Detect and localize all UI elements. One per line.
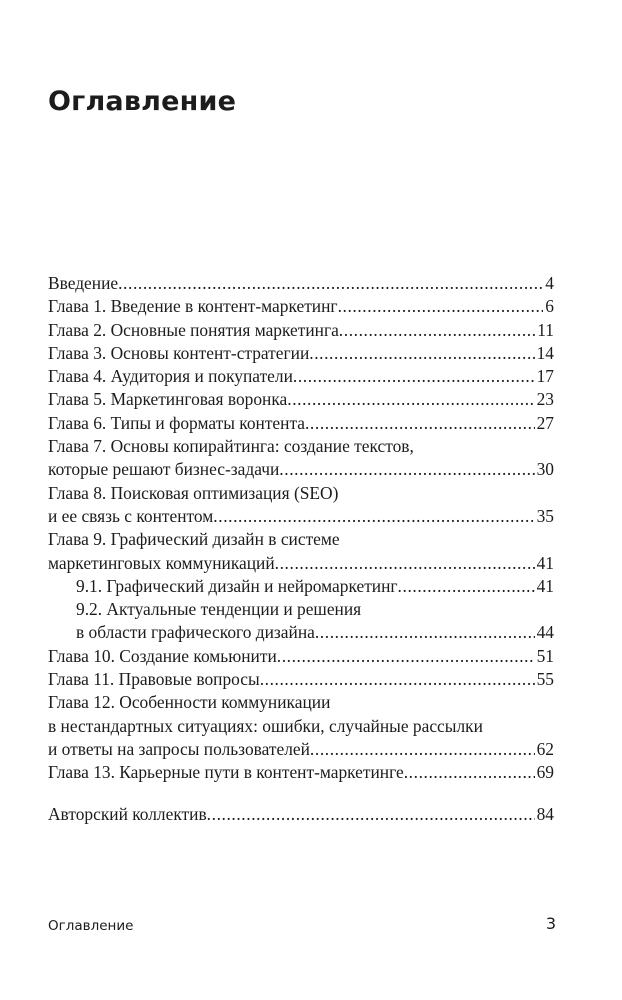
toc-entry-title: Глава 3. Основы контент-стратегии <box>48 342 310 363</box>
toc-entry[interactable] <box>48 482 554 529</box>
toc-entry-title: Глава 5. Маркетинговая воронка <box>48 389 288 410</box>
dot-leader <box>279 458 534 481</box>
dot-leader <box>293 365 535 388</box>
toc-entry[interactable] <box>48 528 554 575</box>
toc-entry-title-line: в нестандартных ситуациях: ошибки, случайные рассылки <box>48 715 483 736</box>
page-title: Оглавление <box>48 86 237 117</box>
toc-entry-title: Глава 6. Типы и форматы контента <box>48 412 305 433</box>
dot-leader <box>309 342 534 365</box>
toc-page-number: 55 <box>536 669 554 690</box>
dot-leader <box>207 803 535 826</box>
toc-entry[interactable] <box>48 761 554 784</box>
toc-entry[interactable] <box>48 295 554 318</box>
toc-entry[interactable] <box>48 412 554 435</box>
dot-leader <box>287 388 534 411</box>
toc-entry[interactable] <box>48 319 554 342</box>
dot-leader <box>339 319 535 342</box>
toc-page-number: 4 <box>545 273 554 293</box>
toc-entry-title: Глава 1. Введение в контент-маркетинг <box>48 296 338 317</box>
dot-leader <box>277 645 535 668</box>
toc-entry[interactable] <box>48 575 554 598</box>
toc-entry[interactable] <box>48 365 554 388</box>
toc-page-number: 41 <box>536 575 554 596</box>
toc-page-number: 14 <box>536 342 554 363</box>
toc-entry[interactable] <box>48 668 554 691</box>
running-footer: Оглавление <box>48 918 134 934</box>
toc-entry[interactable] <box>48 803 554 826</box>
page-number: 3 <box>545 914 556 933</box>
toc-entry[interactable] <box>48 272 554 295</box>
toc-page-number: 11 <box>537 319 554 340</box>
toc-entry[interactable] <box>48 645 554 668</box>
dot-leader <box>213 505 534 528</box>
toc-entry-title-line: Глава 7. Основы копирайтинга: создание текстов, <box>48 436 414 457</box>
dot-leader <box>338 295 544 318</box>
dot-leader <box>315 621 535 644</box>
toc-page-number: 51 <box>536 645 554 666</box>
toc-entry[interactable] <box>48 342 554 365</box>
toc-entry-title: и ответы на запросы пользователей <box>48 738 310 759</box>
toc-entry-title-line: Глава 12. Особенности коммуникации <box>48 692 331 713</box>
toc-page-number: 44 <box>536 622 554 643</box>
dot-leader <box>275 552 535 575</box>
toc-entry-title: которые решают бизнес-задачи <box>48 459 280 480</box>
toc-entry-title: маркетинговых коммуникаций <box>48 552 275 573</box>
toc-entry-title: Глава 4. Аудитория и покупатели <box>48 366 293 387</box>
dot-leader <box>260 668 535 691</box>
toc-page-number: 62 <box>536 738 554 759</box>
toc-entry-title: Глава 13. Карьерные пути в контент-маркетинге <box>48 762 404 783</box>
dot-leader <box>305 412 535 435</box>
dot-leader <box>118 272 543 295</box>
toc-entry-title: Глава 2. Основные понятия маркетинга <box>48 319 339 340</box>
toc-entry-title-line: Глава 8. Поисковая оптимизация (SEO) <box>48 482 339 503</box>
toc-entry-title: и ее связь с контентом <box>48 505 214 526</box>
toc-entry-title: 9.1. Графический дизайн и нейромаркетинг <box>76 575 398 596</box>
toc-entry[interactable] <box>48 598 554 645</box>
toc-page-number: 69 <box>536 762 554 783</box>
toc-page-number: 84 <box>536 803 554 824</box>
toc-page-number: 35 <box>536 505 554 526</box>
toc-entry-title: Глава 11. Правовые вопросы <box>48 669 260 690</box>
toc-entry-title-line: Глава 9. Графический дизайн в системе <box>48 529 340 550</box>
dot-leader <box>404 761 535 784</box>
toc-entry-title-line: 9.2. Актуальные тенденции и решения <box>76 599 362 620</box>
toc-entry-title: Введение <box>48 273 119 293</box>
toc-page-number: 23 <box>536 389 554 410</box>
toc-page-number: 17 <box>536 366 554 387</box>
toc-entry-title: Авторский коллектив <box>48 803 207 824</box>
dot-leader <box>398 575 535 598</box>
toc-page-number: 41 <box>536 552 554 573</box>
toc-entry-title: в области графического дизайна <box>76 622 315 643</box>
toc-entry[interactable] <box>48 435 554 482</box>
dot-leader <box>310 738 535 761</box>
toc-entry-title: Глава 10. Создание комьюнити <box>48 645 277 666</box>
toc-page-number: 6 <box>545 296 554 317</box>
toc-page-number: 27 <box>536 412 554 433</box>
toc-entry[interactable] <box>48 691 554 761</box>
toc-page-number: 30 <box>536 459 554 480</box>
table-of-contents <box>48 272 554 826</box>
toc-entry[interactable] <box>48 388 554 411</box>
